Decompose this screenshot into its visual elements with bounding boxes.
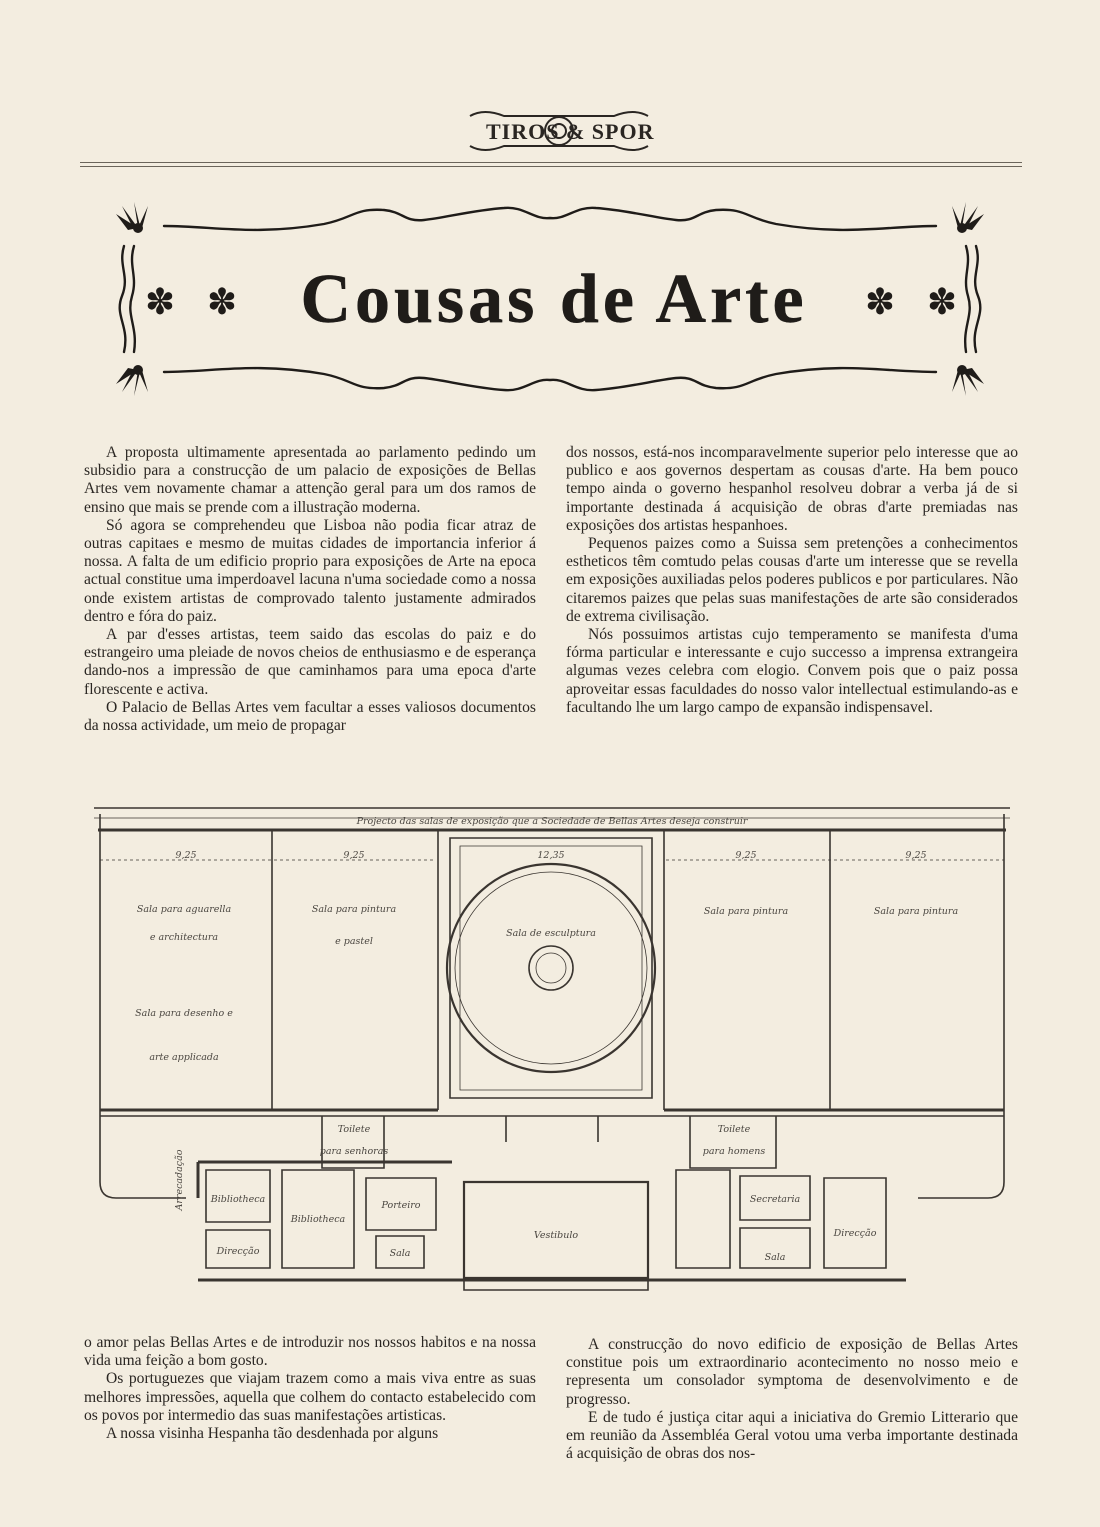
room-label: Vestibulo	[533, 1230, 579, 1241]
paragraph: Pequenos paizes como a Suissa sem pretenções a conhecimentos estheticos têm comtudo pelas cousas d'arte um interesse que se revella em exposições auxiliadas pelos poderes publicos e por particulares. Não citaremos paizes que pelas suas manifestações de arte são considerados de extrema civilisação.	[566, 535, 1018, 625]
star-ornament-3: ✽	[864, 282, 896, 323]
paragraph: A proposta ultimamente apresentada ao parlamento pedindo um subsidio para a construcção de um palacio de exposições de Bellas Artes vem novamente chamar a attenção geral para um dos ramos de ensino que mais se prende com a illustração moderna.	[84, 444, 536, 516]
column-bottom-left	[84, 1334, 536, 1443]
room-label: Sala para desenho e	[135, 1008, 233, 1019]
room-label: Porteiro	[381, 1200, 421, 1211]
room-label: Sala de esculptura	[506, 928, 596, 939]
dimension-label: 9,25	[343, 850, 365, 861]
room-label: Sala para pintura	[873, 906, 959, 917]
paragraph: Só agora se comprehendeu que Lisboa não podia ficar atraz de outras capitaes e mesmo de muitas cidades de importancia inferior á nossa. A falta de um edificio proprio para exposições de Arte na epoca actual constitue uma imperdoavel lacuna n'uma sociedade como a nossa onde existem artistas de comprovado talento justamente admirados dentro e fóra do paiz.	[84, 516, 536, 625]
floor-plan	[86, 798, 1018, 1310]
paragraph: O Palacio de Bellas Artes vem facultar a esses valiosos documentos da nossa actividade, um meio de propagar	[84, 698, 536, 735]
paragraph: A par d'esses artistas, teem saido das escolas do paiz e do estrangeiro uma pleiade de novos cheios de enthusiasmo e de esperança dando-nos a impressão de que caminhamos para uma epoca d'arte florescente e activa.	[84, 626, 536, 698]
paragraph: dos nossos, está-nos incomparavelmente superior pelo interesse que ao publico e aos governos despertam as cousas d'arte. Ha bem pouco tempo ainda o governo hespanhol resolveu dobrar a verba já de si importante destinada á acquisição de obras d'arte premiadas nas exposições dos artistas hespanhoes.	[566, 444, 1018, 534]
plan-caption: Projecto das salas de exposição que a Sociedade de Bellas Artes deseja construir	[356, 816, 748, 827]
room-label: Sala para pintura	[703, 906, 789, 917]
paragraph: Os portuguezes que viajam trazem como a mais viva entre as suas melhores impressões, aquella que colhem do contacto estabelecido com os povos por intermedio das suas manifestações artisticas.	[84, 1370, 536, 1424]
title-frame	[104, 196, 996, 402]
room-label: Bibliotheca	[210, 1194, 266, 1205]
star-ornament-4: ✽	[926, 282, 958, 323]
room-label: Secretaria	[749, 1194, 801, 1205]
room-label: Toilete	[717, 1124, 751, 1135]
header-rule-top	[80, 162, 1022, 163]
room-label: Arrecadação	[174, 1149, 185, 1211]
column-bottom-right	[566, 1336, 1018, 1463]
room-label: Sala	[764, 1252, 786, 1263]
article-title: Cousas de Arte	[300, 261, 808, 338]
room-label: Bibliotheca	[290, 1214, 346, 1225]
dimension-label: 9,25	[905, 850, 927, 861]
dimension-label: 9,25	[175, 850, 197, 861]
column-top-right	[566, 444, 1018, 717]
room-label: Direcção	[216, 1246, 260, 1257]
room-label: Sala para aguarella	[136, 904, 232, 915]
paragraph: A nossa visinha Hespanha tão desdenhada por alguns	[106, 1425, 439, 1443]
room-label: arte applicada	[149, 1052, 219, 1063]
paragraph: o amor pelas Bellas Artes e de introduzir nos nossos habitos e na nossa vida uma feição a bom gosto.	[84, 1334, 536, 1370]
paragraph: E de tudo é justiça citar aqui a iniciativa do Gremio Litterario que em reunião da Assembléa Geral votou uma verba importante destinada á acquisição de obras dos nos-	[566, 1408, 1018, 1463]
star-ornament-1: ✽	[144, 282, 176, 323]
room-label: Sala	[389, 1248, 411, 1259]
masthead-text: TIROS & SPORT	[486, 119, 654, 144]
paragraph: Nós possuimos artistas cujo temperamento se manifesta d'uma fórma particular e interessante e cujo successo a imprensa extrangeira algumas vezes celebra com elogio. Convem pois que o paiz possa aproveitar essas faculdades do nosso valor intellectual estimulando-as e facultando lhe um largo campo de expansão indispensavel.	[566, 626, 1018, 716]
room-label: e architectura	[149, 932, 219, 943]
room-label: e pastel	[335, 936, 373, 947]
star-ornament-2: ✽	[206, 282, 238, 323]
dimension-label: 9,25	[735, 850, 757, 861]
paragraph: A construcção do novo edificio de exposição de Bellas Artes constitue pois um extraordinario acontecimento no nosso meio e representa um consolador symptoma de desenvolvimento e de progresso.	[566, 1336, 1018, 1408]
header-rule-bottom	[80, 166, 1022, 167]
dimension-label: 12,35	[537, 850, 565, 861]
room-label: para homens	[702, 1146, 766, 1157]
column-top-left	[84, 444, 536, 735]
masthead-logo	[464, 106, 654, 156]
room-label: Sala para pintura	[311, 904, 397, 915]
room-label: Toilete	[337, 1124, 371, 1135]
room-label: Direcção	[833, 1228, 877, 1239]
room-label: para senhoras	[319, 1146, 389, 1157]
